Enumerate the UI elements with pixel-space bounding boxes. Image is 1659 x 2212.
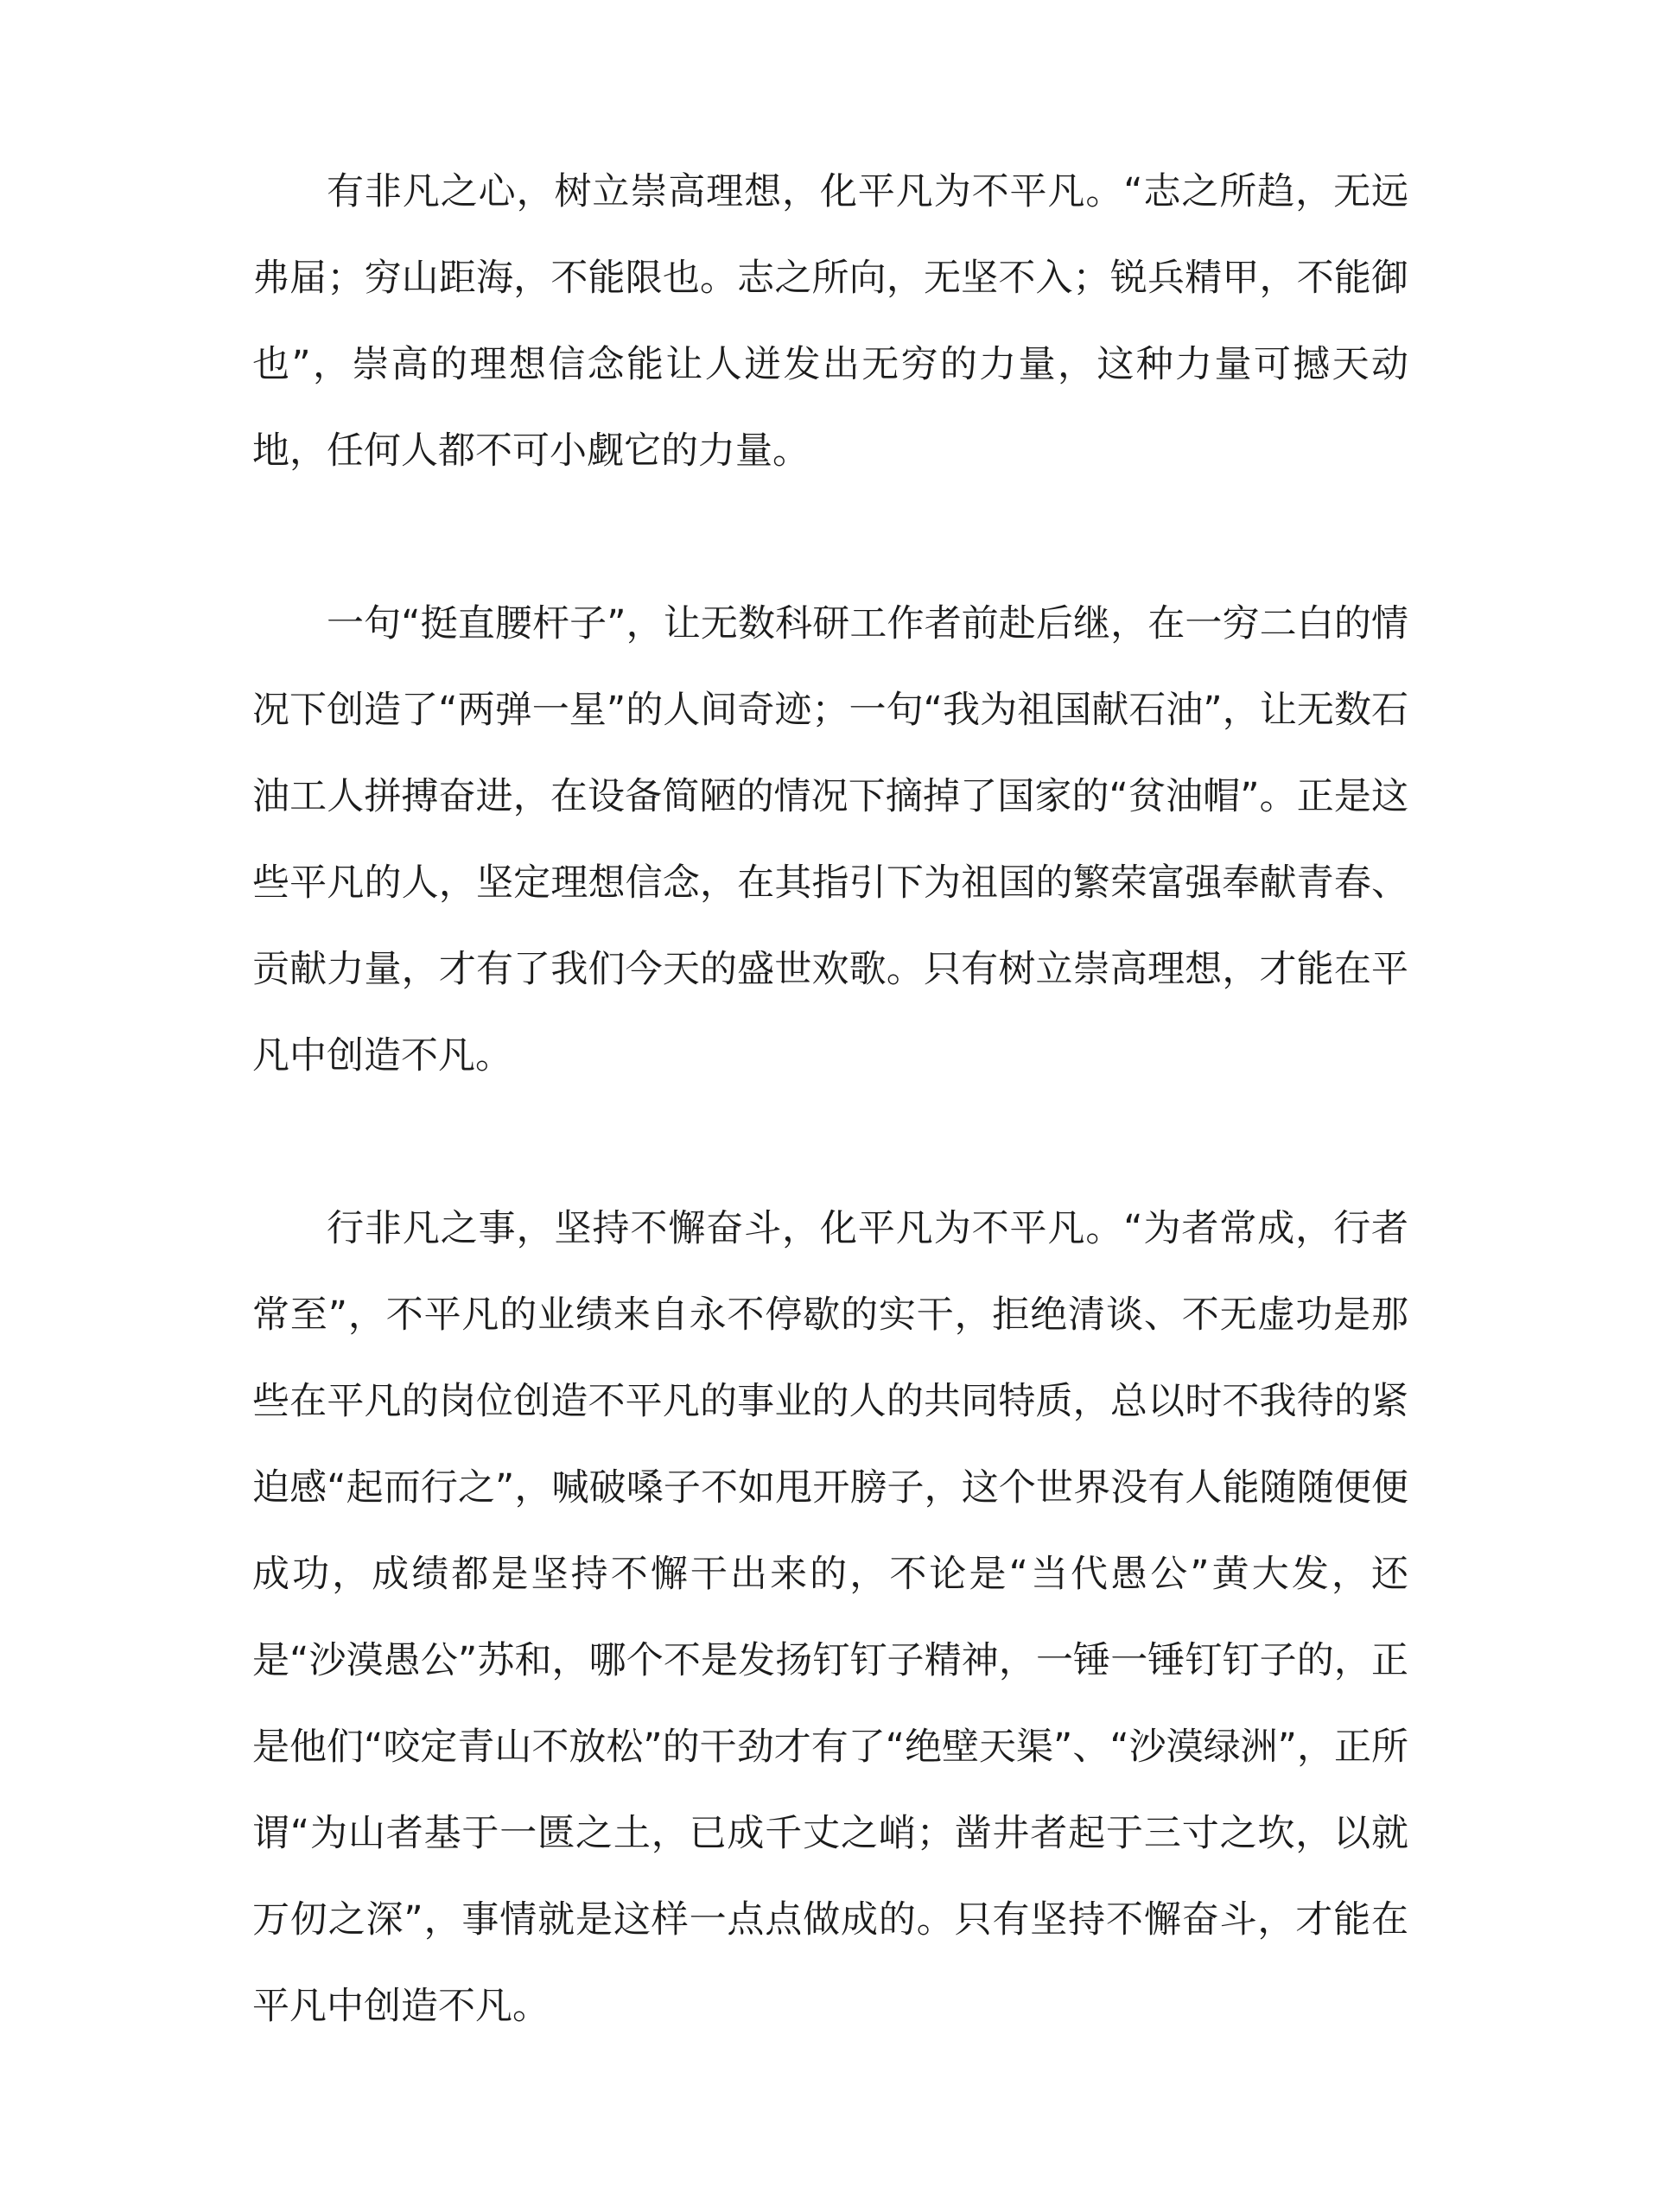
paragraph-1: 有非凡之心，树立崇高理想，化平凡为不平凡。“志之所趋，无远弗届；穷山距海，不能限也。志之所向，无坚不入；锐兵精甲，不能御也”，崇高的理想信念能让人迸发出无穷的力量，这种力量可撼天动地，任何人都不可小觑它的力量。 bbox=[252, 170, 1408, 473]
document-body bbox=[252, 149, 1408, 2050]
paragraph-2: 一句“挺直腰杆子”，让无数科研工作者前赴后继，在一穷二白的情况下创造了“两弹一星”的人间奇迹；一句“我为祖国献石油”，让无数石油工人拼搏奋进，在设备简陋的情况下摘掉了国家的“贫油帽”。正是这些平凡的人，坚定理想信念，在其指引下为祖国的繁荣富强奉献青春、贡献力量，才有了我们今天的盛世欢歌。只有树立崇高理想，才能在平凡中创造不凡。 bbox=[252, 602, 1408, 1077]
paragraph-3: 行非凡之事，坚持不懈奋斗，化平凡为不平凡。“为者常成，行者常至”，不平凡的业绩来自永不停歇的实干，拒绝清谈、不无虚功是那些在平凡的岗位创造不平凡的事业的人的共同特质，总以时不我待的紧迫感“起而行之”，喊破嗓子不如甩开膀子，这个世界没有人能随随便便成功，成绩都是坚持不懈干出来的，不论是“当代愚公”黄大发，还是“沙漠愚公”苏和，哪个不是发扬钉钉子精神，一锤一锤钉钉子的，正是他们“咬定青山不放松”的干劲才有了“绝壁天渠”、“沙漠绿洲”，正所谓“为山者基于一匮之土，已成千丈之峭；凿井者起于三寸之坎，以就万仞之深”，事情就是这样一点点做成的。只有坚持不懈奋斗，才能在平凡中创造不凡。 bbox=[252, 1207, 1408, 2028]
